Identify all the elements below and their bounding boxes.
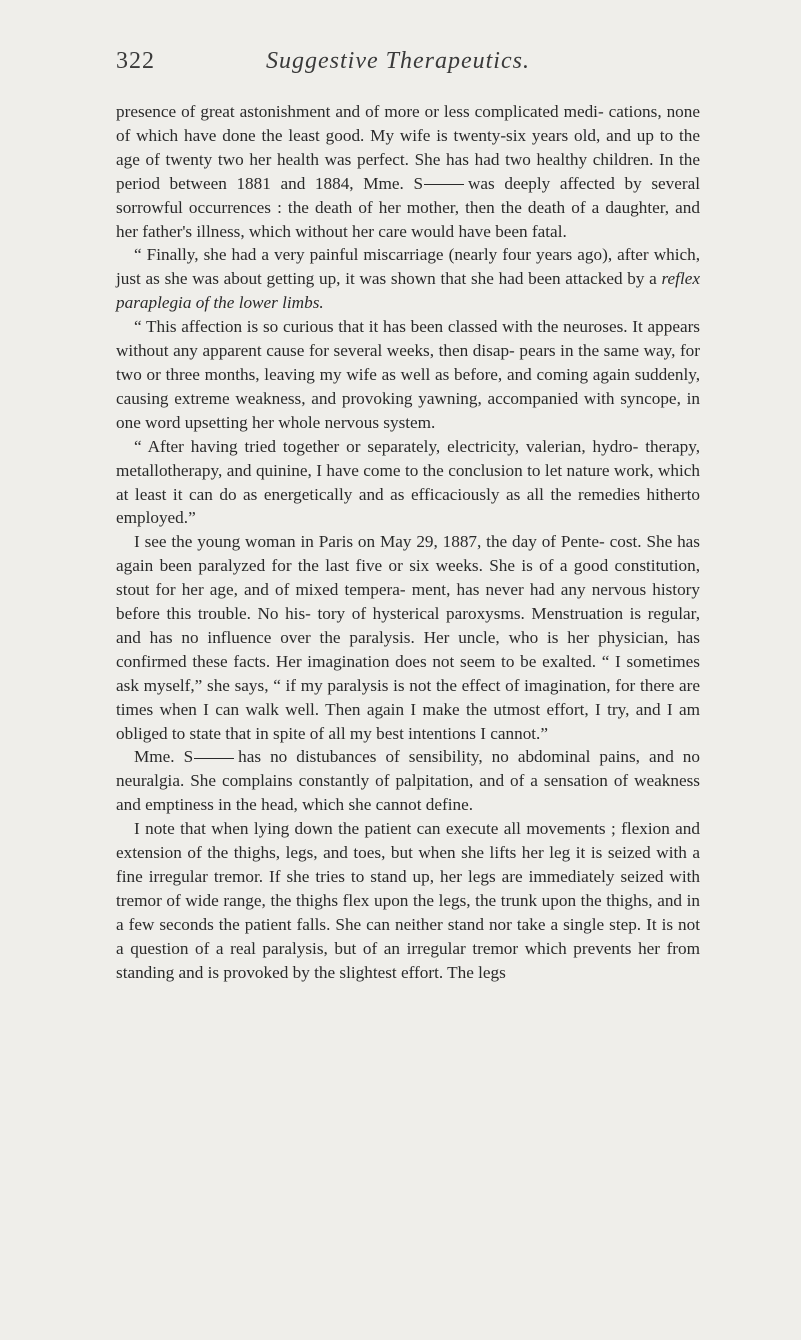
running-title: Suggestive Therapeutics. (266, 48, 530, 74)
name-dash (194, 758, 234, 759)
name-dash (424, 184, 464, 185)
paragraph-text: I note that when lying down the patient can execute all movements ; flexion and extension of the thighs, legs, and toes, but when she lifts her leg it is seized with a fine irregular tremor. If she tries to stand up, her legs are immediately seized with tremor of wide range, the thighs flex upon the legs, the trunk upon the thighs, and in a few seconds the patient falls. She can neither stand nor take a single step. It is not a question of a real paralysis, but of an irregular tremor which prevents her from standing and is provoked by the slightest effort. The legs (116, 819, 700, 982)
paragraph (116, 100, 700, 243)
paragraph (116, 243, 700, 315)
italic-text: reflex paraplegia of the lower limbs. (116, 269, 700, 313)
paragraph-text: Mme. S (134, 747, 194, 767)
paragraph (116, 435, 700, 531)
paragraph-text: “ Finally, she had a very painful miscarriage (nearly four years ago), after which, just as she was about getting up, it was shown that she had been attacked by a (116, 245, 700, 289)
paragraph-text: I see the young woman in Paris on May 29, 1887, the day of Pente- cost. She has again been paralyzed for the last five or six weeks. She is of a good constitution, stout for her age, and of mixed tempera- ment, has never had any nervous history before this trouble. No his- tory of hysterical paroxysms. Menstruation is regular, and has no influence over the paralysis. Her uncle, who is her physician, has confirmed these facts. Her imagination does not seem to be exalted. “ I sometimes ask myself,” she says, “ if my paralysis is not the effect of imagination, for there are times when I can walk well. Then again I make the utmost effort, I try, and I am obliged to state that in spite of all my best intentions I cannot.” (116, 532, 700, 743)
paragraph-text: presence of great astonishment and of more or less complicated medi- cations, none of which have done the least good. My wife is twenty-six years old, and up to the age of twenty two her health was perfect. She has had two healthy children. In the period between 1881 and 1884, Mme. S (116, 102, 700, 193)
paragraph-text: has no distubances of sensibility, no abdominal pains, and no neuralgia. She complains constantly of palpitation, and of a sensation of weakness and emptiness in the head, which she cannot define. (116, 747, 700, 815)
paragraph (116, 817, 700, 984)
paragraph-text: “ This affection is so curious that it has been classed with the neuroses. It appears without any apparent cause for several weeks, then disap- pears in the same way, for two or three months, leaving my wife as well as before, and coming again suddenly, causing extreme weakness, and provoking yawning, accompanied with syncope, in one word upsetting her whole nervous system. (116, 317, 700, 432)
body-text (116, 100, 700, 985)
paragraph (116, 530, 700, 745)
page-number: 322 (116, 48, 155, 74)
running-head (116, 48, 701, 88)
paragraph (116, 315, 700, 435)
paragraph (116, 745, 700, 817)
paragraph-text: “ After having tried together or separately, electricity, valerian, hydro- therapy, metallotherapy, and quinine, I have come to the conclusion to let nature work, which at least it can do as energetically and as efficaciously as all the remedies hitherto employed.” (116, 436, 700, 528)
paragraph-text: was deeply affected by several sorrowful occurrences : the death of her mother, then the death of a daughter, and her father's illness, which without her care would have been fatal. (116, 173, 700, 241)
